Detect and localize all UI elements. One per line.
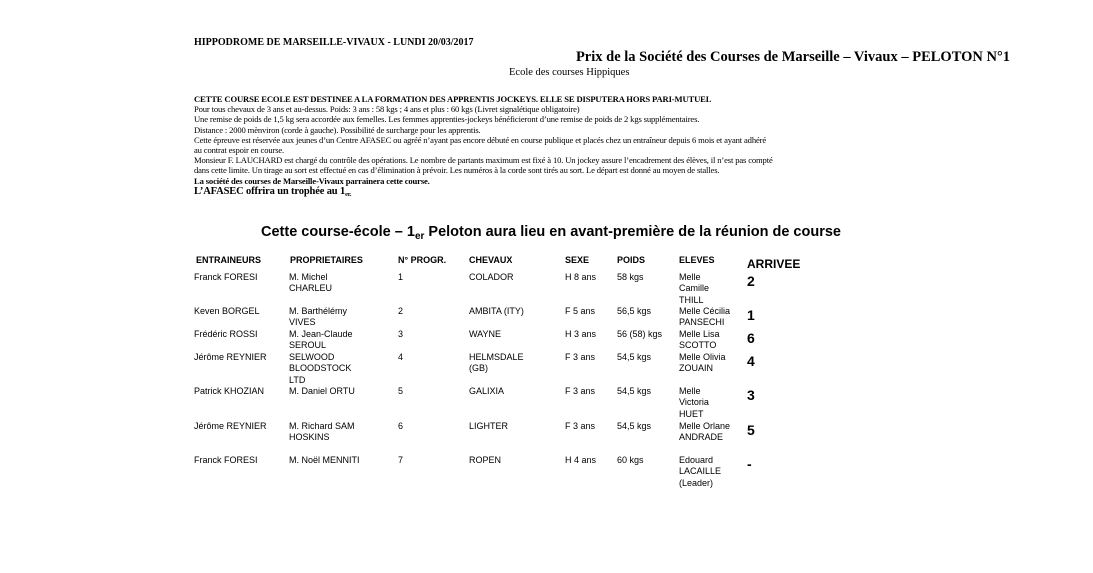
- cell-sex-line: F 3 ans: [565, 421, 596, 431]
- cell-arrival-place: -: [747, 456, 752, 472]
- cell-weight: [617, 455, 644, 466]
- cell-number-line: 3: [398, 329, 404, 339]
- cell-student-line: Melle Olivia: [679, 352, 726, 362]
- announcement: [261, 224, 841, 240]
- trophy-line: [194, 186, 904, 199]
- cell-student: [679, 352, 726, 375]
- cell-student-line: THILL: [679, 294, 704, 305]
- conditions-line: au contrat espoir en course.: [194, 145, 285, 156]
- conditions-heading: CETTE COURSE ECOLE EST DESTINEE A LA FORMATION DES APPRENTIS JOCKEYS. ELLE SE DISPUTERA HORS PARI-MUTUEL: [194, 94, 712, 104]
- cell-owner: [289, 272, 332, 295]
- cell-trainer: [194, 421, 267, 432]
- header-number: N° PROGR.: [398, 255, 447, 265]
- cell-sex-line: H 3 ans: [565, 329, 597, 339]
- cell-owner-line: M. Jean-Claude: [289, 329, 353, 339]
- cell-trainer-line: Franck FORESI: [194, 272, 258, 282]
- cell-owner-line: SEROUL: [289, 340, 327, 351]
- cell-horse: [469, 352, 524, 375]
- cell-number: [398, 329, 403, 340]
- cell-sex-line: F 5 ans: [565, 306, 596, 316]
- cell-trainer: [194, 386, 264, 397]
- cell-horse: [469, 272, 514, 283]
- conditions-line: Distance : 2000 mènviron (corde à gauche). Possibilité de surcharge pour les apprentis.: [194, 124, 481, 135]
- cell-trainer: [194, 455, 258, 466]
- cell-sex: [565, 329, 596, 340]
- cell-student-line: Melle Orlane: [679, 421, 731, 431]
- cell-horse-line: ROPEN: [469, 455, 502, 465]
- cell-number: [398, 272, 403, 283]
- sponsor-line: La société des courses de Marseille-Vivaux parrainera cette course.: [194, 175, 430, 186]
- cell-owner-line: CHARLEU: [289, 283, 333, 294]
- cell-student-line: Melle: [679, 386, 701, 396]
- cell-student: [679, 455, 721, 489]
- cell-number-line: 5: [398, 386, 404, 396]
- cell-arrival-place: 2: [747, 273, 755, 289]
- cell-owner: [289, 455, 360, 466]
- cell-student: [679, 386, 709, 420]
- cell-sex: [565, 386, 595, 397]
- conditions-line: Cette épreuve est réservée aux jeunes d’un Centre AFASEC ou agréé n’ayant pas encore débuté en course publique et placés chez un entraîneur depuis 6 mois et ayant adhéré: [194, 134, 767, 145]
- cell-student-line: LACAILLE: [679, 466, 722, 477]
- cell-owner: [289, 386, 355, 397]
- cell-horse: [469, 421, 508, 432]
- cell-trainer: [194, 329, 258, 340]
- cell-trainer: [194, 306, 260, 317]
- announcement-part1: Cette course-école – 1: [261, 224, 415, 240]
- cell-sex-line: F 3 ans: [565, 386, 596, 396]
- conditions-line: dans cette limite. Un tirage au sort est effectué en cas d’élimination à prévoir. Les numéros à la corde sont tirés au sort. Le départ est donné au moyen de stalles.: [194, 165, 720, 176]
- cell-student: [679, 329, 720, 352]
- cell-student-line: ZOUAIN: [679, 363, 714, 374]
- cell-arrival-place: 3: [747, 387, 755, 403]
- cell-weight-line: 56 (58) kgs: [617, 329, 663, 339]
- cell-weight: [617, 272, 644, 283]
- cell-owner-line: BLOODSTOCK: [289, 363, 352, 374]
- cell-number-line: 1: [398, 272, 404, 282]
- cell-sex-line: H 4 ans: [565, 455, 597, 465]
- conditions-line: Une remise de poids de 1,5 kg sera accordée aux femelles. Les femmes apprenties-jockeys bénéficieront d’une remise de poids de 2 kgs supplémentaires.: [194, 114, 700, 125]
- cell-horse: [469, 306, 524, 317]
- cell-trainer-line: Frédéric ROSSI: [194, 329, 258, 339]
- trophy-suffix: er.: [345, 190, 352, 198]
- cell-student: [679, 272, 709, 306]
- header-owners: PROPRIETAIRES: [290, 255, 363, 265]
- cell-trainer-line: Patrick KHOZIAN: [194, 386, 265, 396]
- cell-sex: [565, 352, 595, 363]
- cell-number-line: 6: [398, 421, 404, 431]
- cell-owner: [289, 421, 355, 444]
- cell-trainer-line: Franck FORESI: [194, 455, 258, 465]
- cell-sex-line: H 8 ans: [565, 272, 597, 282]
- cell-horse-line: AMBITA (ITY): [469, 306, 524, 316]
- cell-trainer-line: Jérôme REYNIER: [194, 352, 267, 362]
- cell-trainer: [194, 272, 258, 283]
- cell-owner-line: SELWOOD: [289, 352, 335, 362]
- header-arrival: ARRIVEE: [747, 257, 801, 271]
- cell-student-line: Melle: [679, 272, 701, 282]
- race-conditions: [194, 94, 904, 199]
- trophy-text: L’AFASEC offrira un trophée au 1: [194, 185, 346, 197]
- cell-weight-line: 58 kgs: [617, 272, 644, 282]
- header-weight: POIDS: [617, 255, 646, 265]
- cell-horse-line: (GB): [469, 363, 488, 374]
- cell-arrival-place: 1: [747, 307, 755, 323]
- cell-number: [398, 455, 403, 466]
- cell-student: [679, 421, 730, 444]
- cell-horse: [469, 329, 501, 340]
- cell-trainer-line: Keven BORGEL: [194, 306, 260, 316]
- cell-number: [398, 352, 403, 363]
- header-sex: SEXE: [565, 255, 590, 265]
- cell-horse-line: COLADOR: [469, 272, 514, 282]
- cell-owner-line: M. Noël MENNITI: [289, 455, 360, 465]
- cell-weight: [617, 329, 662, 340]
- cell-student-line: Edouard: [679, 455, 714, 465]
- race-title-text: Prix de la Société des Courses de Marseille – Vivaux – PELOTON N°1: [575, 49, 1010, 65]
- cell-sex-line: F 3 ans: [565, 352, 596, 362]
- cell-weight-line: 54,5 kgs: [617, 386, 652, 396]
- cell-sex: [565, 306, 595, 317]
- cell-student-line: SCOTTO: [679, 340, 717, 351]
- cell-trainer-line: Jérôme REYNIER: [194, 421, 267, 431]
- cell-student-line: ANDRADE: [679, 432, 724, 443]
- cell-owner: [289, 352, 351, 386]
- cell-owner-line: VIVES: [289, 317, 316, 328]
- header-horses: CHEVAUX: [469, 255, 513, 265]
- cell-weight: [617, 306, 651, 317]
- cell-weight: [617, 421, 651, 432]
- race-subtitle: Ecole des courses Hippiques: [509, 67, 630, 78]
- cell-sex: [565, 272, 596, 283]
- cell-number: [398, 386, 403, 397]
- cell-owner-line: M. Daniel ORTU: [289, 386, 355, 396]
- cell-student-line: PANSECHI: [679, 317, 725, 328]
- cell-student-line: Victoria: [679, 397, 709, 408]
- cell-number-line: 2: [398, 306, 404, 316]
- header-trainers: ENTRAINEURS: [196, 255, 262, 265]
- cell-owner: [289, 306, 347, 329]
- cell-sex: [565, 421, 595, 432]
- race-title: [0, 49, 1010, 66]
- conditions-line: Pour tous chevaux de 3 ans et au-dessus. Poids: 3 ans : 58 kgs ; 4 ans et plus : 60 kgs (Livret signalétique obligatoire): [194, 104, 580, 115]
- conditions-line: Monsieur F. LAUCHARD est chargé du contrôle des opérations. Le nombre de partants maximum est fixé à 10. Un jockey assure l’encadrement des élèves, il n’est pas compté: [194, 155, 773, 166]
- cell-owner: [289, 329, 353, 352]
- cell-horse: [469, 455, 501, 466]
- cell-arrival-place: 4: [747, 353, 755, 369]
- cell-weight-line: 54,5 kgs: [617, 421, 652, 431]
- cell-arrival-place: 5: [747, 422, 755, 438]
- cell-number-line: 7: [398, 455, 404, 465]
- cell-trainer: [194, 352, 267, 363]
- announcement-sub: er: [414, 231, 425, 242]
- cell-horse-line: GALIXIA: [469, 386, 505, 396]
- cell-horse-line: WAYNE: [469, 329, 502, 339]
- cell-number: [398, 421, 403, 432]
- cell-weight-line: 54,5 kgs: [617, 352, 652, 362]
- cell-owner-line: HOSKINS: [289, 432, 330, 443]
- cell-student-line: Melle Cécilia: [679, 306, 731, 316]
- cell-arrival-place: 6: [747, 330, 755, 346]
- cell-student-line: HUET: [679, 408, 704, 419]
- cell-horse-line: HELMSDALE: [469, 352, 524, 362]
- announcement-part2: Peloton aura lieu en avant-première de la réunion de course: [424, 224, 841, 240]
- cell-weight-line: 56,5 kgs: [617, 306, 652, 316]
- cell-student: [679, 306, 730, 329]
- cell-number: [398, 306, 403, 317]
- cell-student-line: Camille: [679, 283, 710, 294]
- cell-weight-line: 60 kgs: [617, 455, 644, 465]
- header-students: ELEVES: [679, 255, 715, 265]
- cell-weight: [617, 386, 651, 397]
- cell-owner-line: M. Michel: [289, 272, 328, 282]
- cell-owner-line: M. Richard SAM: [289, 421, 355, 431]
- cell-student-line: (Leader): [679, 477, 714, 488]
- cell-sex: [565, 455, 596, 466]
- meeting-header-line: HIPPODROME DE MARSEILLE-VIVAUX - LUNDI 20/03/2017: [194, 37, 474, 48]
- cell-number-line: 4: [398, 352, 404, 362]
- cell-owner-line: M. Barthélémy: [289, 306, 348, 316]
- cell-student-line: Melle Lisa: [679, 329, 720, 339]
- cell-owner-line: LTD: [289, 374, 306, 385]
- cell-horse: [469, 386, 504, 397]
- cell-horse-line: LIGHTER: [469, 421, 509, 431]
- cell-weight: [617, 352, 651, 363]
